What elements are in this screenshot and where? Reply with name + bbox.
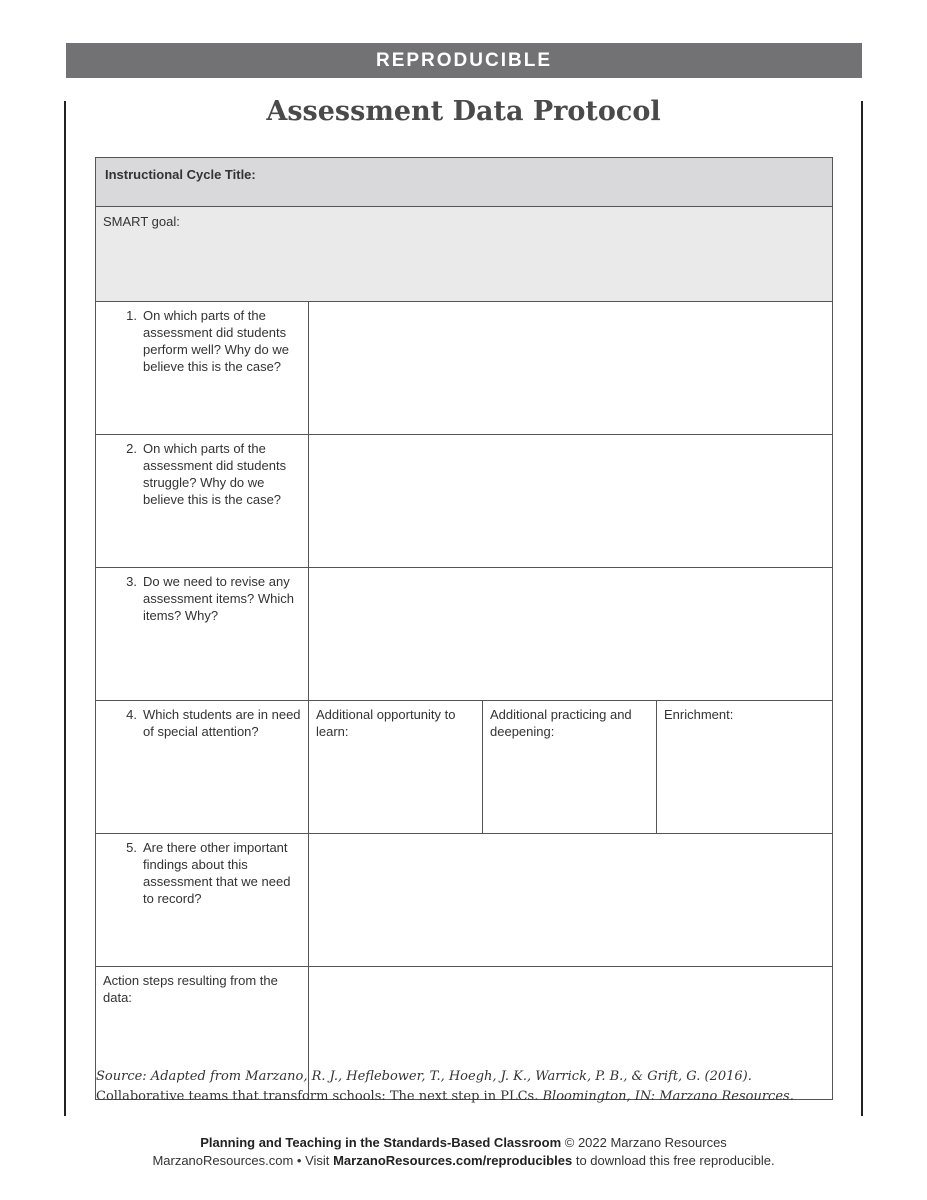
question-row-4 xyxy=(96,701,833,834)
cycle-title-field[interactable] xyxy=(96,158,833,207)
question-number: 3. xyxy=(126,574,137,589)
left-border-rule xyxy=(64,101,66,1116)
source-citation-authors: Source: Adapted from Marzano, R. J., Heflebower, T., Hoegh, J. K., Warrick, P. B., & Grift, G. (2016). xyxy=(96,1069,752,1084)
page-title: Assessment Data Protocol xyxy=(266,96,661,127)
additional-practicing-label: Additional practicing and deepening: xyxy=(490,707,632,739)
question-text: On which parts of the assessment did students perform well? Why do we believe this is the case? xyxy=(143,308,289,374)
footer-line-1 xyxy=(0,1134,927,1152)
question-cell-5 xyxy=(96,834,309,967)
source-citation-publisher: Bloomington, IN: Marzano Resources. xyxy=(542,1089,794,1104)
question-cell-2 xyxy=(96,435,309,568)
question-text: Which students are in need of special attention? xyxy=(143,707,301,739)
question-number: 5. xyxy=(126,840,137,855)
question-cell-3 xyxy=(96,568,309,701)
answer-field-3[interactable] xyxy=(309,568,833,701)
source-citation-title: Collaborative teams that transform schools: The next step in PLCs. xyxy=(96,1089,539,1104)
question-row-2 xyxy=(96,435,833,568)
answer-field-1[interactable] xyxy=(309,302,833,435)
question-number: 2. xyxy=(126,441,137,456)
question-text: On which parts of the assessment did students struggle? Why do we believe this is the case? xyxy=(143,441,287,507)
footer-line-2 xyxy=(0,1152,927,1170)
book-title: Planning and Teaching in the Standards-Based Classroom xyxy=(200,1135,562,1150)
right-border-rule xyxy=(861,101,863,1116)
question-text: Do we need to revise any assessment items? Which items? Why? xyxy=(143,574,294,623)
question-text: Are there other important findings about this assessment that we need to record? xyxy=(143,840,291,906)
assessment-protocol-form xyxy=(95,157,833,1100)
source-citation xyxy=(96,1067,836,1107)
reproducible-banner: REPRODUCIBLE xyxy=(66,43,862,78)
copyright-text: © 2022 Marzano Resources xyxy=(564,1135,727,1150)
enrichment-field[interactable] xyxy=(657,701,833,834)
question-number: 1. xyxy=(126,308,137,323)
additional-opportunity-label: Additional opportunity to learn: xyxy=(316,707,456,739)
page-footer xyxy=(0,1134,927,1170)
additional-practicing-field[interactable] xyxy=(483,701,657,834)
question-row-3 xyxy=(96,568,833,701)
answer-field-5[interactable] xyxy=(309,834,833,967)
question-row-5 xyxy=(96,834,833,967)
smart-goal-row xyxy=(96,207,833,302)
cycle-title-label: Instructional Cycle Title: xyxy=(105,167,256,182)
question-cell-1 xyxy=(96,302,309,435)
question-number: 4. xyxy=(126,707,137,722)
additional-opportunity-field[interactable] xyxy=(309,701,483,834)
cycle-title-row xyxy=(96,158,833,207)
smart-goal-label: SMART goal: xyxy=(103,214,180,229)
action-steps-label: Action steps resulting from the data: xyxy=(103,973,278,1005)
answer-field-2[interactable] xyxy=(309,435,833,568)
enrichment-label: Enrichment: xyxy=(664,707,734,722)
download-text: to download this free reproducible. xyxy=(575,1153,775,1168)
smart-goal-field[interactable] xyxy=(96,207,833,302)
question-row-1 xyxy=(96,302,833,435)
reproducibles-link[interactable]: MarzanoResources.com/reproducibles xyxy=(333,1153,573,1168)
question-cell-4 xyxy=(96,701,309,834)
site-text: MarzanoResources.com • Visit xyxy=(152,1153,330,1168)
